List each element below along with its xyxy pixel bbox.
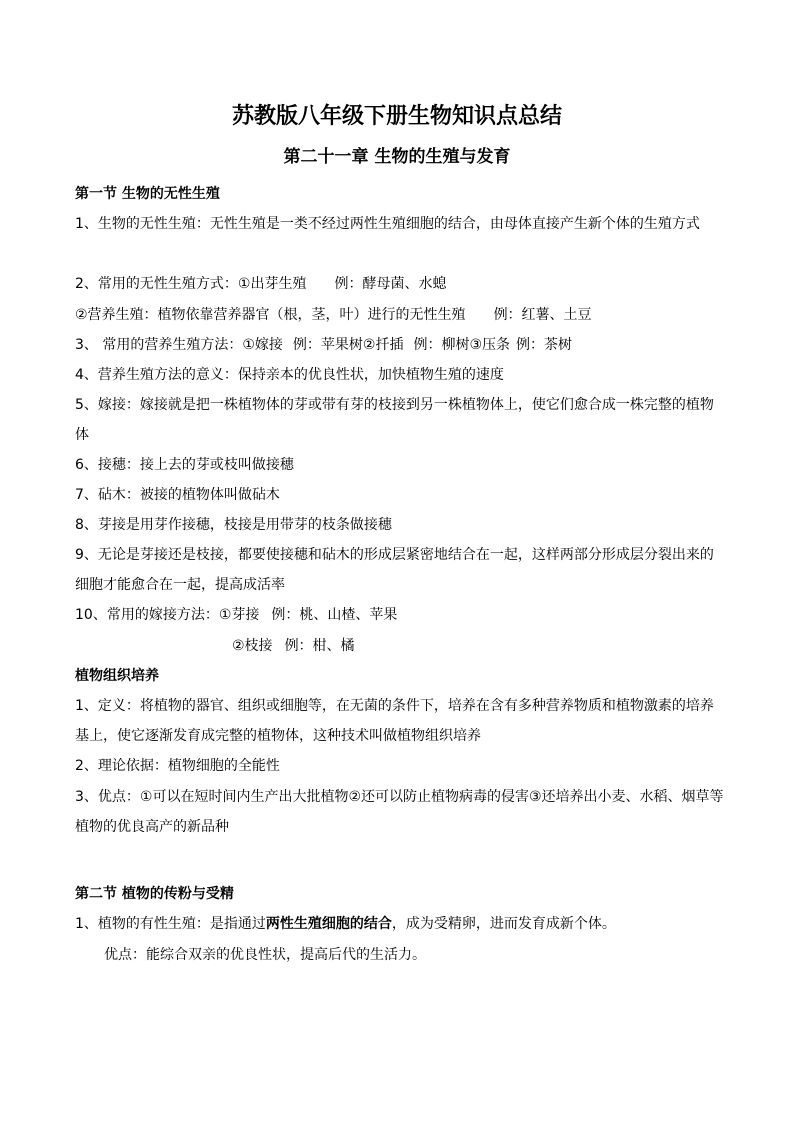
paragraph-cambium: 9、无论是芽接还是枝接，都要使接穗和砧木的形成层紧密地结合在一起，这样两部分形成层分裂出来的细胞才能愈合在一起，提高成活率 [75, 547, 714, 593]
paragraph-sexual-reproduction [75, 909, 725, 939]
paragraph-grafting-definition: 5、嫁接：嫁接就是把一株植物体的芽或带有芽的枝接到另一株植物体上，使它们愈合成一株完整的植物体 [75, 397, 714, 443]
text-branch-grafting: ②枝接 [232, 638, 273, 654]
paragraph-asexual-methods [75, 269, 725, 299]
paragraph-tissue-advantages: 3、优点：①可以在短时间内生产出大批植物②还可以防止植物病毒的侵害③还培养出小麦、水稻、烟草等植物的优良高产的新品种 [75, 789, 724, 835]
paragraph-vegetative-methods [75, 330, 725, 360]
section-heading-asexual: 第一节 生物的无性生殖 [75, 186, 220, 202]
section-heading-pollination: 第二节 植物的传粉与受精 [75, 886, 234, 902]
paragraph-vegetative-significance: 4、营养生殖方法的意义：保持亲本的优良性状，加快植物生殖的速度 [75, 367, 504, 383]
paragraph-branch-grafting [232, 631, 632, 661]
text-cutting: 例：苹果树②扦插 [292, 337, 404, 353]
paragraph-grafting-methods [75, 600, 725, 630]
paragraph-asexual-definition: 1、生物的无性生殖：无性生殖是一类不经过两性生殖细胞的结合，由母体直接产生新个体的生殖方式 [75, 216, 700, 232]
text-branch-grafting-example: 例：柑、橘 [284, 638, 355, 654]
paragraph-vegetative [75, 300, 725, 330]
text-budding-example: 例：酵母菌、水螅 [334, 276, 447, 292]
text-layering-example: 例：茶树 [516, 337, 573, 353]
text-budding: 2、常用的无性生殖方式：①出芽生殖 [75, 276, 307, 292]
paragraph-stock: 7、砧木：被接的植物体叫做砧木 [75, 487, 280, 503]
text-vegetative: ②营养生殖：植物依靠营养器官（根，茎，叶）进行的无性生殖 [75, 307, 466, 323]
page-title: 苏教版八年级下册生物知识点总结 [231, 104, 562, 129]
text-sexual-c: ，成为受精卵，进而发育成新个体。 [391, 916, 616, 932]
paragraph-sexual-advantage: 优点：能综合双亲的优良性状，提高后代的生活力。 [104, 947, 426, 963]
paragraph-tissue-basis: 2、理论依据：植物细胞的全能性 [75, 758, 280, 774]
paragraph-tissue-definition: 1、定义：将植物的器官、组织或细胞等，在无菌的条件下，培养在含有多种营养物质和植物激素的培养基上，使它逐渐发育成完整的植物体，这种技术叫做植物组织培养 [75, 698, 714, 744]
text-sexual-a: 1、植物的有性生殖：是指通过 [75, 916, 266, 932]
section-heading-tissue-culture: 植物组织培养 [75, 668, 159, 684]
text-vegetative-example: 例：红薯、土豆 [493, 307, 592, 323]
text-layering: 例：柳树③压条 [413, 337, 511, 353]
chapter-title: 第二十一章 生物的生殖与发育 [283, 147, 511, 167]
text-sexual-bold: 两性生殖细胞的结合 [265, 916, 392, 932]
paragraph-bud-branch: 8、芽接是用芽作接穗，枝接是用带芽的枝条做接穗 [75, 517, 392, 533]
text-bud-grafting: 10、常用的嫁接方法：①芽接 [75, 607, 260, 623]
text-bud-grafting-example: 例：桃、山楂、苹果 [271, 607, 398, 623]
paragraph-scion: 6、接穗：接上去的芽或枝叫做接穗 [75, 457, 294, 473]
text-grafting: 3、 常用的营养生殖方法：①嫁接 [75, 337, 283, 353]
